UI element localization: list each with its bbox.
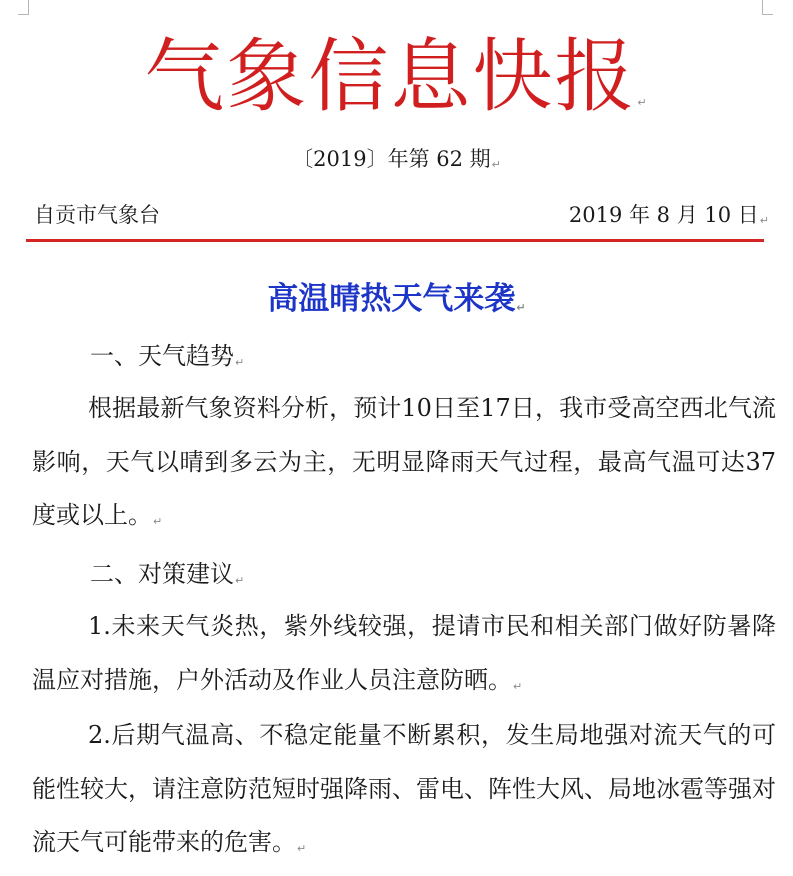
issuing-organization: 自贡市气象台	[34, 203, 160, 227]
crop-mark-top-left	[18, 0, 29, 15]
section-heading-trend: 一、天气趋势↵	[90, 342, 245, 370]
masthead-title: 气象信息快报↵	[144, 30, 649, 123]
paragraph-mark-icon: ↵	[637, 96, 649, 109]
issue-date: 2019 年 8 月 10 日↵	[568, 203, 769, 227]
paragraph-mark-icon: ↵	[235, 574, 245, 587]
issue-number: 〔2019〕年第 62 期↵	[292, 147, 501, 171]
crop-mark-top-right	[762, 0, 773, 15]
paragraph-advice-1: 1.未来天气炎热，紫外线较强，提请市民和相关部门做好防暑降温应对措施，户外活动及作业人员注意防晒。↵	[32, 612, 776, 694]
paragraph-mark-icon: ↵	[153, 515, 163, 528]
article-title: 高温晴热天气来袭↵	[267, 281, 526, 317]
section-heading-advice: 二、对策建议↵	[90, 560, 245, 588]
paragraph-mark-icon: ↵	[516, 301, 526, 314]
paragraph-mark-icon: ↵	[491, 158, 501, 171]
paragraph-mark-icon: ↵	[235, 356, 245, 369]
paragraph-advice-2: 2.后期气温高、不稳定能量不断累积，发生局地强对流天气的可能性较大，请注意防范短时强降雨、雷电、阵性大风、局地冰雹等强对流天气可能带来的危害。↵	[32, 721, 776, 856]
paragraph-trend: 根据最新气象资料分析，预计10日至17日，我市受高空西北气流影响，天气以晴到多云为主，无明显降雨天气过程，最高气温可达37度或以上。↵	[32, 394, 776, 529]
paragraph-mark-icon: ↵	[759, 214, 769, 227]
paragraph-mark-icon: ↵	[513, 679, 523, 693]
paragraph-mark-icon: ↵	[297, 842, 307, 855]
red-divider-line	[26, 239, 764, 242]
